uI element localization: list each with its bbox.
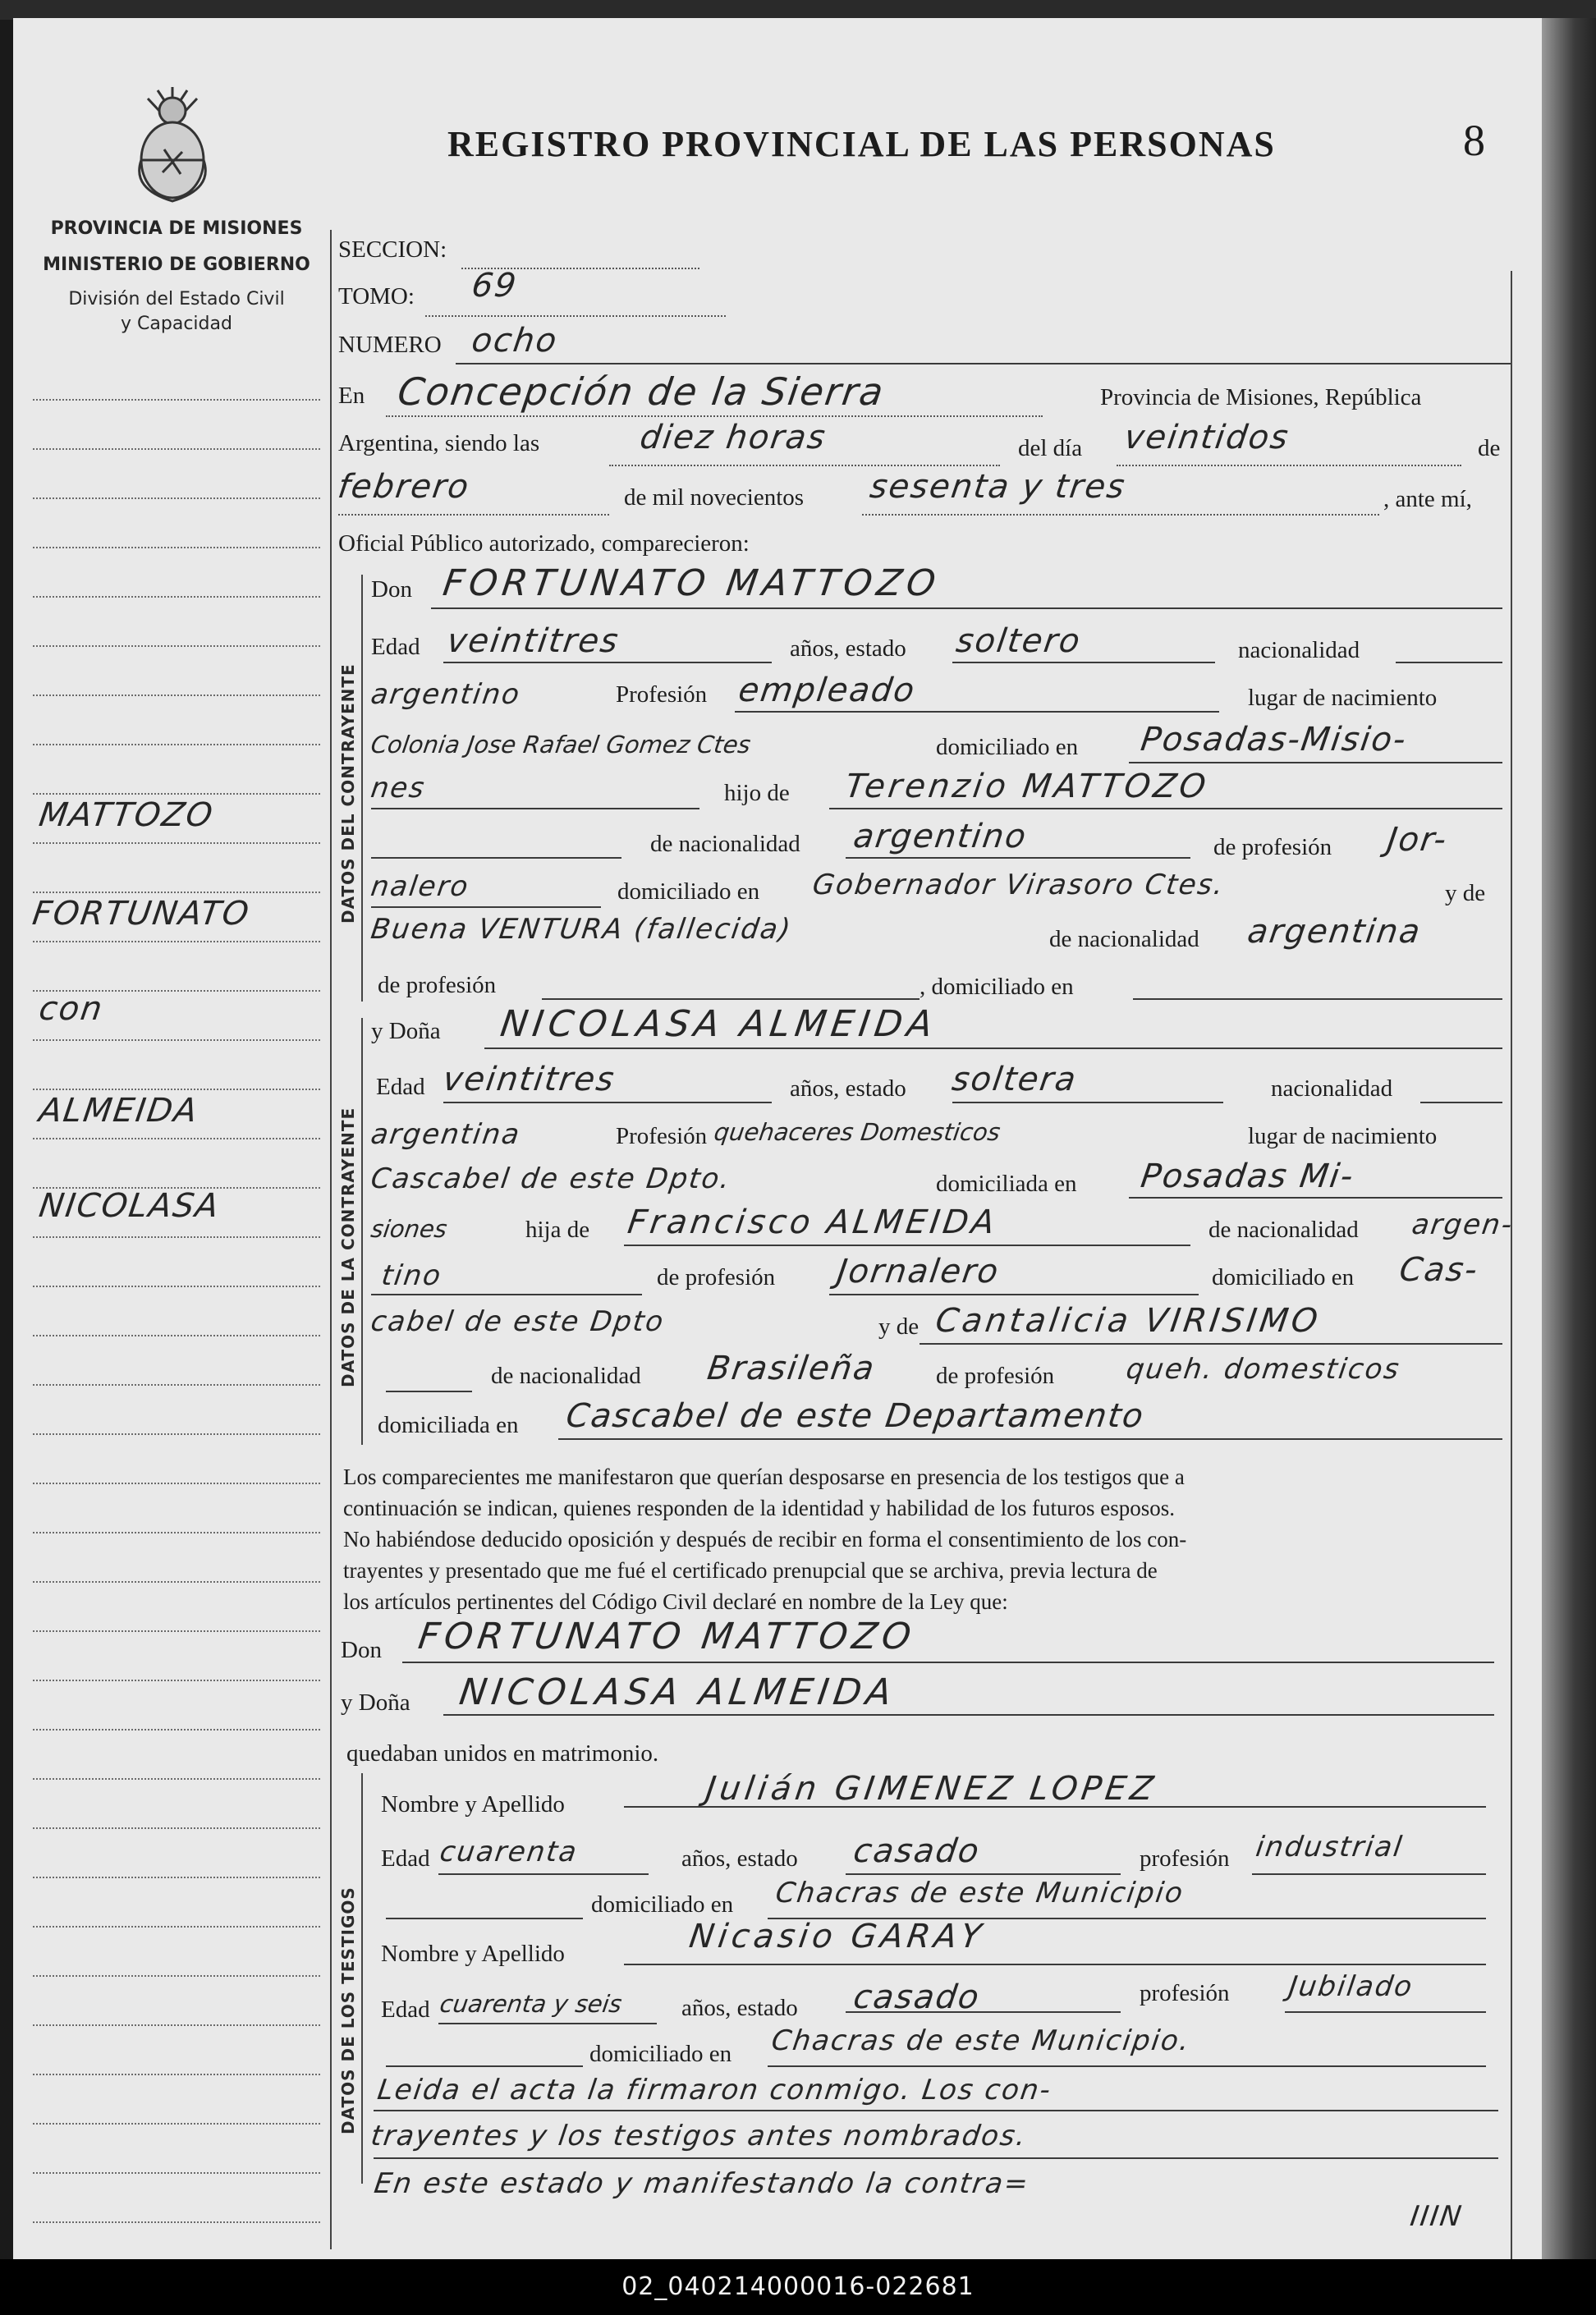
nacionalidad-line-2 — [1420, 1102, 1502, 1103]
margin-note-5: NICOLASA — [36, 1187, 222, 1225]
testigo1-profesion-line — [1252, 1873, 1486, 1875]
madre-nombre: Buena VENTURA (fallecida) — [369, 913, 795, 946]
contrayenta-lugar-nacimiento: Cascabel de este Dpto. — [369, 1162, 734, 1195]
testigos-bracket — [361, 1773, 363, 2184]
margin-rule — [33, 1236, 320, 1238]
margin-rule — [33, 1827, 320, 1829]
lugar-nacimiento-label-2: lugar de nacimiento — [1248, 1123, 1438, 1149]
numero-label: NUMERO — [338, 332, 442, 358]
domiciliado-label-2: domiciliado en — [617, 878, 760, 905]
padre-profesion-line — [371, 906, 601, 908]
nacionalidad-line-3 — [371, 1294, 642, 1295]
margin-rule — [33, 2172, 320, 2174]
paragraph-line-4: trayentes y presentado que me fué el certificado prenupcial que se archiva, previa lectura de — [343, 1558, 1158, 1583]
seccion-label: SECCION: — [338, 236, 447, 263]
margin-rule — [33, 2024, 320, 2026]
closing-rule-2 — [374, 2157, 1498, 2159]
division-line2: y Capacidad — [121, 314, 232, 334]
numero-line — [456, 363, 1511, 364]
madre-line-2 — [920, 1343, 1502, 1345]
hijo-de-label: hijo de — [724, 780, 790, 806]
dona-final: NICOLASA ALMEIDA — [456, 1671, 899, 1713]
paragraph-line-1: Los comparecientes me manifestaron que querían desposarse en presencia de los testigos que a — [343, 1465, 1185, 1489]
testigo2-nombre: Nicasio GARAY — [686, 1918, 988, 1955]
margin-rule — [33, 1335, 320, 1336]
don-final-line — [402, 1662, 1494, 1663]
mes-line — [338, 514, 609, 516]
margin-rule — [33, 2123, 320, 2125]
margin-rule — [33, 1729, 320, 1731]
padre-profesion-3: Jornalero — [834, 1253, 1002, 1290]
testigo2-nombre-line — [624, 1964, 1486, 1965]
margin-rule — [33, 1581, 320, 1583]
profesion-label-1: Profesión — [616, 681, 708, 708]
madre-nacionalidad-2: Brasileña — [704, 1350, 878, 1387]
margin-rule — [33, 645, 320, 647]
tomo-value: 69 — [469, 267, 521, 305]
paragraph-line-3: No habiéndose deducido oposición y después de recibir en forma el consentimiento de los con- — [343, 1527, 1187, 1552]
edad-label-2: Edad — [376, 1074, 425, 1100]
madre-domicilio-line — [1133, 998, 1502, 1000]
division-line1: División del Estado Civil — [68, 289, 285, 309]
contrayente-nacionalidad: argentino — [369, 678, 523, 711]
padre-nacionalidad-2: argen- — [1410, 1208, 1516, 1241]
margin-rule — [33, 1089, 320, 1090]
margin-rule — [33, 694, 320, 696]
domicilio-line-2 — [371, 808, 699, 809]
profesion-line-1 — [735, 711, 1219, 713]
profesion-label-2: Profesión — [616, 1123, 708, 1149]
oficial-label: Oficial Público autorizado, comparecieron: — [338, 530, 750, 557]
lugar-line — [386, 415, 1043, 417]
de-mil-label: de mil novecientos — [624, 484, 805, 511]
anos-estado-label-3: años, estado — [681, 1845, 798, 1872]
margin-rule — [33, 399, 320, 401]
margin-rule — [33, 1630, 320, 1632]
margin-divider — [330, 230, 332, 2249]
contrayente-estado: soltero — [953, 622, 1084, 660]
ministry-heading: MINISTERIO DE GOBIERNO — [43, 254, 310, 275]
edad-line-2 — [443, 1102, 772, 1103]
de-label: de — [1478, 435, 1501, 461]
madre-domicilio-line-2 — [558, 1438, 1502, 1440]
margin-rule — [33, 1926, 320, 1928]
estado-line-2 — [952, 1102, 1223, 1103]
document-title: REGISTRO PROVINCIAL DE LAS PERSONAS — [447, 124, 1276, 164]
y-de-label-2: y de — [878, 1313, 920, 1340]
padre-profesion-2: nalero — [369, 870, 472, 903]
anos-estado-label-4: años, estado — [681, 1995, 798, 2021]
don-label-2: Don — [341, 1637, 382, 1663]
don-label: Don — [371, 576, 412, 603]
padre-profesion-1: Jor- — [1384, 821, 1451, 859]
edad-line-1 — [443, 662, 772, 663]
domiciliado-label-5: domiciliado en — [591, 1891, 734, 1918]
contrayenta-bracket — [361, 1018, 363, 1445]
margin-rule — [33, 1433, 320, 1435]
anio-line — [862, 514, 1379, 516]
domiciliada-label-1: domiciliada en — [936, 1171, 1077, 1197]
blank-line-2 — [386, 1391, 472, 1392]
tomo-label: TOMO: — [338, 283, 415, 309]
nacionalidad-line-1 — [1396, 662, 1502, 663]
padre-nacionalidad: argentino — [851, 818, 1030, 855]
domicilio-line-1 — [1129, 762, 1502, 763]
margin-rule — [33, 2074, 320, 2075]
legal-paragraph — [343, 1461, 1186, 1617]
testigos-section-label: DATOS DE LOS TESTIGOS — [338, 1886, 358, 2134]
lugar-value: Concepción de la Sierra — [395, 369, 888, 414]
domiciliado-label-1: domiciliado en — [936, 734, 1079, 760]
hora-line — [609, 465, 1000, 466]
quedaban-label: quedaban unidos en matrimonio. — [346, 1740, 659, 1767]
de-profesion-label-4: de profesión — [936, 1363, 1055, 1389]
lugar-nacimiento-label-1: lugar de nacimiento — [1248, 685, 1438, 711]
padre-nacionalidad-3: tino — [379, 1259, 444, 1292]
profesion-label-4: profesión — [1140, 1980, 1230, 2006]
anos-estado-label-2: años, estado — [790, 1075, 906, 1102]
domiciliado-label-4: domiciliado en — [1212, 1264, 1355, 1290]
provincia-label: Provincia de Misiones, República — [1100, 384, 1422, 410]
dona-final-line — [443, 1714, 1494, 1716]
padre-nacionalidad-line — [846, 857, 1190, 859]
margin-rule — [33, 497, 320, 499]
y-dona-label-2: y Doña — [341, 1689, 410, 1716]
anio-value: sesenta y tres — [867, 468, 1129, 506]
margin-rule — [33, 1975, 320, 1977]
page-number: 8 — [1463, 116, 1485, 165]
margin-rule — [33, 2221, 320, 2223]
closing-line-3: En este estado y manifestando la contra= — [372, 2167, 1032, 2200]
margin-rule — [33, 793, 320, 795]
contrayenta-nombre-line — [484, 1047, 1502, 1049]
closing-line-2: trayentes y los testigos antes nombrados. — [369, 2120, 1030, 2152]
margin-rule — [33, 1680, 320, 1681]
testigo2-domicilio-line — [768, 2065, 1486, 2067]
nacionalidad-label-1: nacionalidad — [1238, 637, 1360, 663]
padre-nombre-2: Francisco ALMEIDA — [625, 1203, 1001, 1241]
margin-rule — [33, 1138, 320, 1139]
testigo2-edad: cuarenta y seis — [438, 1990, 624, 2018]
contrayenta-nombre: NICOLASA ALMEIDA — [498, 1003, 940, 1045]
contrayente-domicilio-1: Posadas-Misio- — [1138, 721, 1410, 759]
y-de-label-1: y de — [1445, 880, 1486, 906]
closing-rule-1 — [374, 2110, 1498, 2111]
hora-value: diez horas — [637, 419, 829, 456]
testigo1-nombre: Julián GIMENEZ LOPEZ — [703, 1770, 1160, 1808]
de-profesion-label-1: de profesión — [1213, 834, 1332, 860]
margin-rule — [33, 1877, 320, 1878]
contrayente-edad: veintitres — [444, 622, 622, 660]
testigo1-edad: cuarenta — [438, 1836, 580, 1868]
padre-domicilio-2: Cas- — [1396, 1251, 1481, 1289]
edad-label-3: Edad — [381, 1845, 430, 1872]
paragraph-line-5: los artículos pertinentes del Código Civil declaré en nombre de la Ley que: — [343, 1589, 1008, 1614]
margin-rule — [33, 941, 320, 942]
contrayente-nombre-line — [431, 607, 1502, 609]
de-profesion-label-3: de profesión — [657, 1264, 776, 1290]
contrayente-bracket — [361, 575, 363, 1002]
nacionalidad-label-2: nacionalidad — [1271, 1075, 1393, 1102]
contrayente-profesion: empleado — [736, 672, 919, 709]
de-nacionalidad-label-2: de nacionalidad — [1049, 926, 1199, 952]
testigo2-domicilio: Chacras de este Municipio. — [769, 2024, 1193, 2057]
madre-domicilio-2: Cascabel de este Departamento — [563, 1397, 1148, 1435]
margin-rule — [33, 1778, 320, 1780]
edad-label: Edad — [371, 634, 420, 660]
mes-value: febrero — [335, 468, 473, 506]
blank-line-3 — [386, 1918, 583, 1919]
testigo2-estado: casado — [851, 1978, 983, 2016]
de-nacionalidad-label-4: de nacionalidad — [491, 1363, 641, 1389]
padre-profesion-line-2 — [829, 1294, 1199, 1295]
contrayente-section-label: DATOS DEL CONTRAYENTE — [338, 663, 358, 924]
domiciliado-label-6: domiciliado en — [589, 2041, 732, 2067]
dia-line — [1117, 465, 1461, 466]
margin-rule — [33, 448, 320, 450]
hija-de-label: hija de — [525, 1217, 590, 1243]
margin-rule — [33, 1286, 320, 1287]
madre-nacionalidad: argentina — [1245, 913, 1424, 951]
testigo2-edad-line — [438, 2023, 657, 2024]
testigo1-nombre-line — [624, 1806, 1486, 1808]
tomo-line — [425, 315, 726, 317]
nombre-apellido-label-1: Nombre y Apellido — [381, 1791, 565, 1818]
testigo2-profesion: Jubilado — [1286, 1970, 1416, 2003]
edad-label-4: Edad — [381, 1996, 430, 2023]
siendo-label: Argentina, siendo las — [338, 430, 540, 456]
contrayenta-section-label: DATOS DE LA CONTRAYENTE — [338, 1107, 358, 1387]
del-dia-label: del día — [1018, 435, 1083, 461]
de-profesion-label-2: de profesión — [378, 972, 497, 998]
domiciliado-label-3: , domiciliado en — [920, 974, 1074, 1000]
margin-rule — [33, 547, 320, 548]
testigo1-estado-line — [846, 1873, 1121, 1875]
nombre-apellido-label-2: Nombre y Apellido — [381, 1941, 565, 1967]
madre-profesion-2: queh. domesticos — [1124, 1353, 1403, 1386]
testigo2-estado-line — [846, 2011, 1121, 2013]
padre-nombre: Terenzio MATTOZO — [842, 768, 1212, 805]
contrayente-nombre: FORTUNATO MATTOZO — [440, 562, 943, 604]
margin-rule — [33, 1384, 320, 1386]
domicilio-line-3 — [1129, 1197, 1502, 1199]
top-shadow — [0, 0, 1596, 20]
image-caption: 02_040214000016-022681 — [0, 2259, 1596, 2315]
margin-note-3: con — [36, 990, 107, 1028]
de-nacionalidad-label-1: de nacionalidad — [650, 831, 800, 857]
margin-rule — [33, 1483, 320, 1484]
padre-line-2 — [624, 1245, 1190, 1246]
contrayenta-estado: soltera — [949, 1061, 1080, 1098]
corner-note: IIIN — [1408, 2200, 1465, 2233]
book-binding — [1542, 18, 1596, 2259]
blank-line-1 — [371, 857, 621, 859]
madre-profesion-line — [542, 998, 920, 1000]
margin-note-1: MATTOZO — [36, 796, 217, 834]
padre-domicilio-3: cabel de este Dpto — [369, 1305, 667, 1338]
right-margin-rule — [1511, 271, 1512, 2266]
padre-domicilio: Gobernador Virasoro Ctes. — [810, 869, 1227, 901]
madre-nombre-2: Cantalicia VIRISIMO — [933, 1302, 1323, 1340]
en-label: En — [338, 383, 365, 409]
margin-note-4: ALMEIDA — [36, 1092, 201, 1130]
numero-value: ocho — [469, 322, 561, 360]
margin-rule — [33, 744, 320, 745]
profesion-label-3: profesión — [1140, 1845, 1230, 1872]
contrayenta-profesion: quehaceres Domesticos — [712, 1118, 1002, 1146]
de-nacionalidad-label-3: de nacionalidad — [1208, 1217, 1359, 1243]
anos-estado-label-1: años, estado — [790, 635, 906, 662]
y-dona-label: y Doña — [371, 1018, 441, 1044]
coat-of-arms-icon — [123, 82, 222, 205]
testigo1-edad-line — [438, 1873, 649, 1875]
closing-line-1: Leida el acta la firmaron conmigo. Los con- — [375, 2074, 1054, 2106]
paragraph-line-2: continuación se indican, quienes responden de la identidad y habilidad de los futuros esposos. — [343, 1496, 1176, 1520]
estado-line-1 — [952, 662, 1215, 663]
testigo1-profesion: industrial — [1254, 1831, 1406, 1863]
contrayente-lugar-nacimiento: Colonia Jose Rafael Gomez Ctes — [369, 731, 753, 759]
province-heading: PROVINCIA DE MISIONES — [50, 218, 303, 239]
contrayente-domicilio-2: nes — [369, 772, 428, 805]
margin-note-2: FORTUNATO — [30, 895, 253, 933]
dia-value: veintidos — [1121, 419, 1292, 456]
margin-rule — [33, 842, 320, 844]
contrayenta-edad: veintitres — [440, 1061, 618, 1098]
ante-mi-label: , ante mí, — [1383, 486, 1472, 512]
padre-line — [829, 808, 1502, 809]
margin-rule — [33, 1532, 320, 1533]
blank-line-4 — [386, 2065, 583, 2067]
testigo1-estado: casado — [851, 1832, 983, 1870]
don-final: FORTUNATO MATTOZO — [415, 1616, 919, 1657]
contrayenta-nacionalidad: argentina — [369, 1118, 523, 1151]
testigo1-domicilio: Chacras de este Municipio — [773, 1877, 1186, 1909]
testigo2-profesion-line — [1285, 2011, 1486, 2013]
domiciliada-label-2: domiciliada en — [378, 1412, 519, 1438]
contrayenta-domicilio-2: siones — [369, 1215, 449, 1243]
margin-rule — [33, 1039, 320, 1041]
contrayenta-domicilio-1: Posadas Mi- — [1138, 1158, 1357, 1195]
margin-rule — [33, 892, 320, 893]
margin-rule — [33, 596, 320, 598]
